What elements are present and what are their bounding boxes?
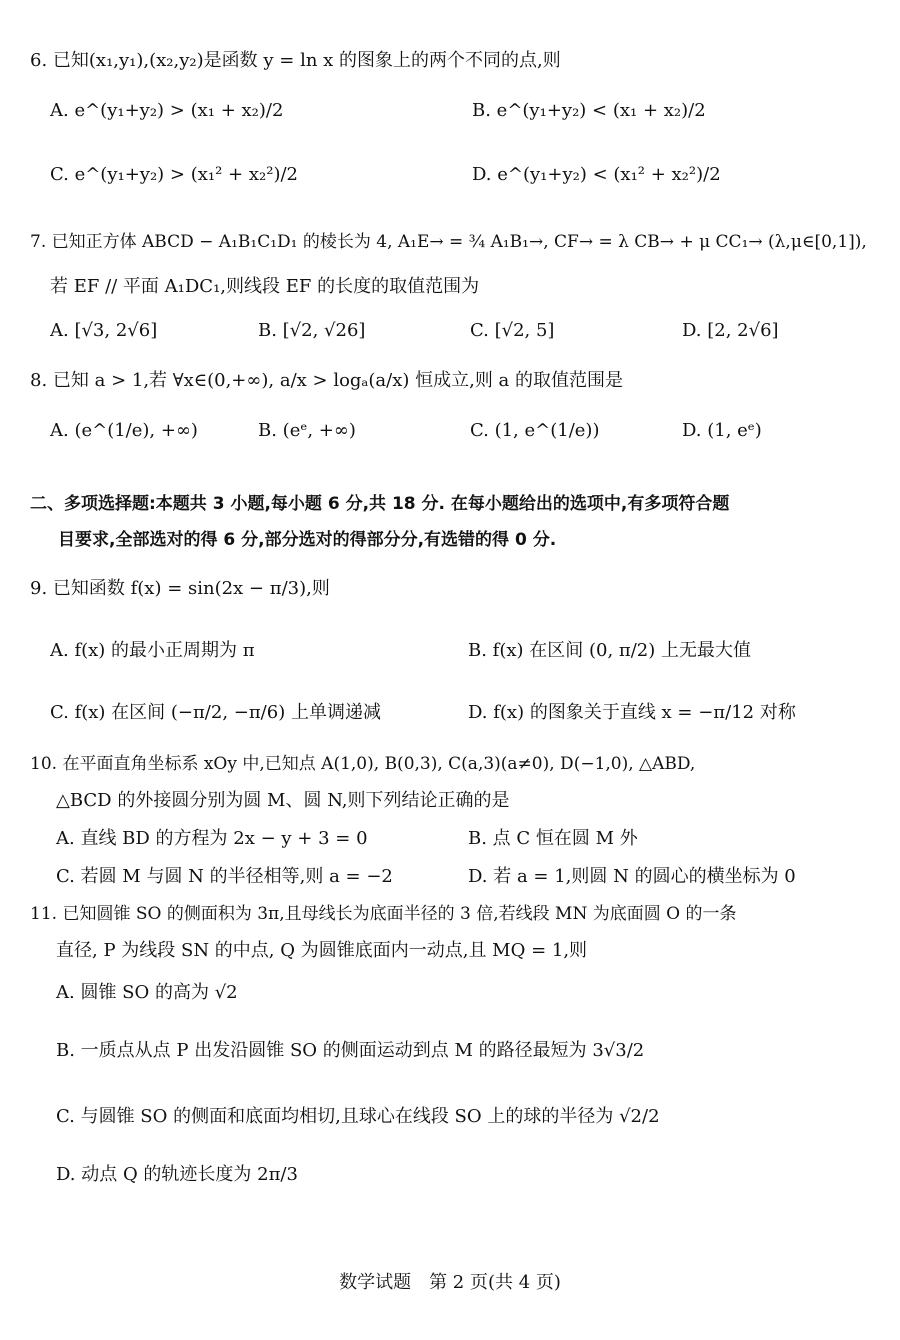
q9-option-d: D. f(x) 的图象关于直线 x = −π/12 对称 xyxy=(468,702,796,723)
q8-option-c: C. (1, e^(1/e)) xyxy=(470,420,600,441)
q6-option-b: B. e^(y₁+y₂) < (x₁ + x₂)/2 xyxy=(472,100,706,121)
q8-option-a: A. (e^(1/e), +∞) xyxy=(50,420,198,441)
q10-option-c: C. 若圆 M 与圆 N 的半径相等,则 a = −2 xyxy=(56,866,393,887)
q9-option-a: A. f(x) 的最小正周期为 π xyxy=(50,640,255,661)
q11-option-d: D. 动点 Q 的轨迹长度为 2π/3 xyxy=(56,1164,298,1185)
q10-option-a: A. 直线 BD 的方程为 2x − y + 3 = 0 xyxy=(56,828,368,849)
q9-stem: 9. 已知函数 f(x) = sin(2x − π/3),则 xyxy=(30,578,330,599)
page-footer: 数学试题 第 2 页(共 4 页) xyxy=(339,1272,561,1293)
q10-stem-line1: 10. 在平面直角坐标系 xOy 中,已知点 A(1,0), B(0,3), C(a,3)(a≠0), D(−1,0), △ABD, xyxy=(30,754,696,774)
section-2-line2: 目要求,全部选对的得 6 分,部分选对的得部分分,有选错的得 0 分. xyxy=(58,530,557,550)
q9-option-c: C. f(x) 在区间 (−π/2, −π/6) 上单调递减 xyxy=(50,702,381,723)
q11-option-b: B. 一质点从点 P 出发沿圆锥 SO 的侧面运动到点 M 的路径最短为 3√3/2 xyxy=(56,1040,645,1061)
q11-option-c: C. 与圆锥 SO 的侧面和底面均相切,且球心在线段 SO 上的球的半径为 √2/2 xyxy=(56,1106,660,1127)
q11-stem-line2: 直径, P 为线段 SN 的中点, Q 为圆锥底面内一动点,且 MQ = 1,则 xyxy=(56,940,588,961)
q11-stem-line1: 11. 已知圆锥 SO 的侧面积为 3π,且母线长为底面半径的 3 倍,若线段 MN 为底面圆 O 的一条 xyxy=(30,904,737,924)
q7-option-b: B. [√2, √26] xyxy=(258,320,366,341)
q6-option-c: C. e^(y₁+y₂) > (x₁² + x₂²)/2 xyxy=(50,164,298,185)
q6-option-a: A. e^(y₁+y₂) > (x₁ + x₂)/2 xyxy=(50,100,284,121)
q10-option-b: B. 点 C 恒在圆 M 外 xyxy=(468,828,638,849)
q8-stem: 8. 已知 a > 1,若 ∀x∈(0,+∞), a/x > logₐ(a/x) 恒成立,则 a 的取值范围是 xyxy=(30,370,623,391)
q11-option-a: A. 圆锥 SO 的高为 √2 xyxy=(56,982,238,1003)
q9-option-b: B. f(x) 在区间 (0, π/2) 上无最大值 xyxy=(468,640,751,661)
q6-stem: 6. 已知(x₁,y₁),(x₂,y₂)是函数 y = ln x 的图象上的两个不同的点,则 xyxy=(30,50,561,71)
q6-option-d: D. e^(y₁+y₂) < (x₁² + x₂²)/2 xyxy=(472,164,721,185)
q10-option-d: D. 若 a = 1,则圆 N 的圆心的横坐标为 0 xyxy=(468,866,796,887)
q8-option-d: D. (1, eᵉ) xyxy=(682,420,762,441)
q7-stem-line1: 7. 已知正方体 ABCD − A₁B₁C₁D₁ 的棱长为 4, A₁E→ = ¾ A₁B₁→, CF→ = λ CB→ + μ CC₁→ (λ,μ∈[0,1]), xyxy=(30,232,867,252)
q7-stem-line2: 若 EF // 平面 A₁DC₁,则线段 EF 的长度的取值范围为 xyxy=(50,276,480,297)
q7-option-a: A. [√3, 2√6] xyxy=(50,320,158,341)
q7-option-c: C. [√2, 5] xyxy=(470,320,555,341)
q10-stem-line2: △BCD 的外接圆分别为圆 M、圆 N,则下列结论正确的是 xyxy=(56,790,510,811)
q8-option-b: B. (eᵉ, +∞) xyxy=(258,420,356,441)
section-2-line1: 二、多项选择题:本题共 3 小题,每小题 6 分,共 18 分. 在每小题给出的选项中,有多项符合题 xyxy=(30,494,730,514)
q7-option-d: D. [2, 2√6] xyxy=(682,320,779,341)
